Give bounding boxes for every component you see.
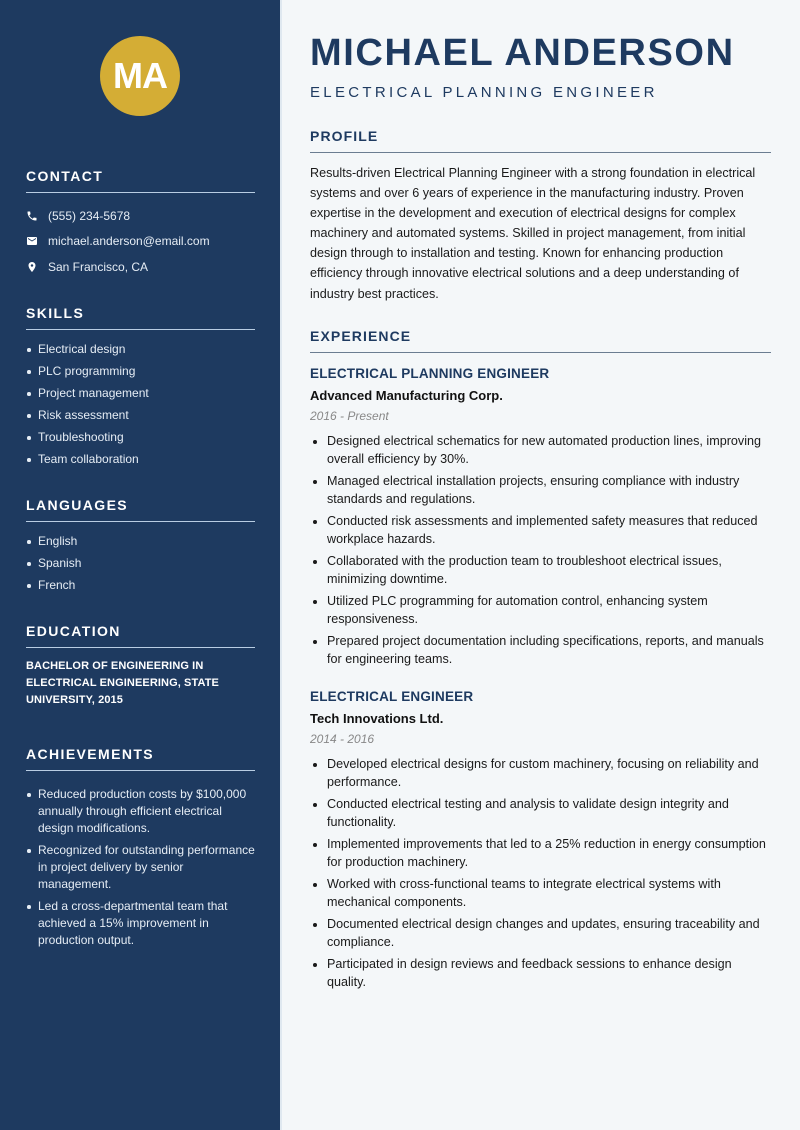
sidebar xyxy=(0,0,280,1130)
responsibility-item: Prepared project documentation including specifications, reports, and manuals for engineering teams. xyxy=(310,632,771,668)
experience-entry xyxy=(310,689,771,995)
profile-summary: Results-driven Electrical Planning Engineer with a strong foundation in electrical systems and over 6 years of experience in the manufacturing industry. Proven expertise in the development and execution of electrical designs for complex machinery and automated systems. Skilled in project management, from initial design through to installation and testing. Known for enhancing production efficiency through innovative electrical solutions and a deep understanding of industry best practices. xyxy=(310,166,756,301)
achievement-item: Reduced production costs by $100,000 annually through efficient electrical design modifications. xyxy=(26,786,255,837)
job-responsibilities xyxy=(310,755,771,991)
avatar xyxy=(100,36,180,116)
responsibility-item: Participated in design reviews and feedback sessions to enhance design quality. xyxy=(310,955,771,991)
contact-email xyxy=(26,229,255,255)
language-item: English xyxy=(26,533,255,550)
languages-list xyxy=(26,533,255,594)
achievement-item: Recognized for outstanding performance in project delivery by senior management. xyxy=(26,842,255,893)
location-pin-icon xyxy=(26,261,48,273)
skill-item: Troubleshooting xyxy=(26,429,255,446)
contact-section xyxy=(26,168,255,280)
language-item: French xyxy=(26,577,255,594)
contact-location-text: San Francisco, CA xyxy=(48,259,149,274)
job-responsibilities xyxy=(310,432,771,668)
candidate-name: MICHAEL ANDERSON xyxy=(310,32,735,74)
job-company: Tech Innovations Ltd. xyxy=(310,711,444,726)
experience-entry xyxy=(310,366,771,672)
experience-heading: EXPERIENCE xyxy=(310,328,771,353)
job-company: Advanced Manufacturing Corp. xyxy=(310,388,503,403)
contact-phone-text: (555) 234-5678 xyxy=(48,208,131,223)
skill-item: Team collaboration xyxy=(26,451,255,468)
profile-heading: PROFILE xyxy=(310,128,771,153)
responsibility-item: Documented electrical design changes and updates, ensuring traceability and compliance. xyxy=(310,915,771,951)
contact-phone xyxy=(26,203,255,229)
achievements-section xyxy=(26,746,255,954)
responsibility-item: Implemented improvements that led to a 25% reduction in energy consumption for production machinery. xyxy=(310,835,771,871)
job-position: ELECTRICAL ENGINEER xyxy=(310,689,474,704)
responsibility-item: Utilized PLC programming for automation control, enhancing system responsiveness. xyxy=(310,592,771,628)
job-position: ELECTRICAL PLANNING ENGINEER xyxy=(310,366,550,381)
responsibility-item: Managed electrical installation projects, ensuring compliance with industry standards and regulations. xyxy=(310,472,771,508)
skill-item: Risk assessment xyxy=(26,407,255,424)
email-icon xyxy=(26,235,48,247)
responsibility-item: Collaborated with the production team to troubleshoot electrical issues, minimizing downtime. xyxy=(310,552,771,588)
contact-list xyxy=(26,203,255,280)
sidebar-divider xyxy=(280,0,282,1130)
skill-item: Electrical design xyxy=(26,341,255,358)
skills-section xyxy=(26,305,255,473)
skill-item: PLC programming xyxy=(26,363,255,380)
contact-location xyxy=(26,254,255,280)
job-dates: 2014 - 2016 xyxy=(310,732,375,746)
contact-heading: CONTACT xyxy=(26,168,255,193)
education-heading: EDUCATION xyxy=(26,623,255,648)
contact-email-text: michael.anderson@email.com xyxy=(48,234,210,249)
responsibility-item: Developed electrical designs for custom machinery, focusing on reliability and performance. xyxy=(310,755,771,791)
languages-section xyxy=(26,497,255,599)
achievements-heading: ACHIEVEMENTS xyxy=(26,746,255,771)
responsibility-item: Conducted electrical testing and analysis to validate design integrity and functionality. xyxy=(310,795,771,831)
skill-item: Project management xyxy=(26,385,255,402)
education-degree: BACHELOR OF ENGINEERING IN ELECTRICAL ENGINEERING, STATE UNIVERSITY, 2015 xyxy=(26,660,219,706)
achievements-list xyxy=(26,786,255,949)
responsibility-item: Designed electrical schematics for new automated production lines, improving overall efficiency by 30%. xyxy=(310,432,771,468)
achievement-item: Led a cross-departmental team that achieved a 15% improvement in production output. xyxy=(26,898,255,949)
responsibility-item: Worked with cross-functional teams to integrate electrical systems with mechanical components. xyxy=(310,875,771,911)
languages-heading: LANGUAGES xyxy=(26,497,255,522)
job-dates: 2016 - Present xyxy=(310,409,389,423)
job-title-header: ELECTRICAL PLANNING ENGINEER xyxy=(310,84,658,101)
responsibility-item: Conducted risk assessments and implemented safety measures that reduced workplace hazards. xyxy=(310,512,771,548)
phone-icon xyxy=(26,210,48,222)
skills-list xyxy=(26,341,255,468)
skills-heading: SKILLS xyxy=(26,305,255,330)
education-section xyxy=(26,623,255,709)
avatar-initials: MA xyxy=(113,55,167,96)
language-item: Spanish xyxy=(26,555,255,572)
